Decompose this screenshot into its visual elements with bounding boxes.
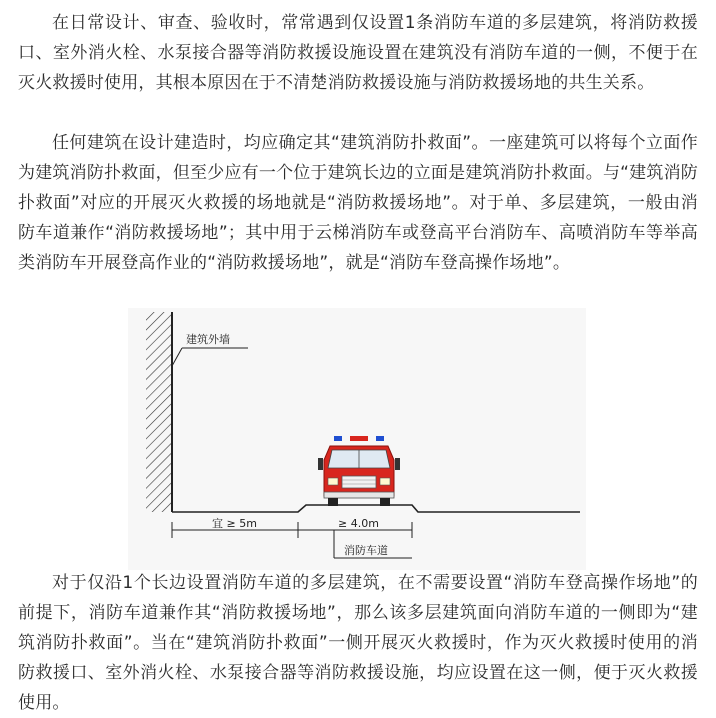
- paragraph-2: 任何建筑在设计建造时，均应确定其“建筑消防扑救面”。一座建筑可以将每个立面作为建筑消防扑救面，但至少应有一个位于建筑长边的立面是建筑消防扑救面。与“建筑消防扑救面”对应的开展灭火救援的场地就是“消防救援场地”。对于单、多层建筑，一般由消防车道兼作“消防救援场地”；其中用于云梯消防车或登高平台消防车、高喷消防车等举高类消防车开展登高作业的“消防救援场地”，就是“消防车登高操作场地”。: [18, 133, 698, 273]
- distance-label: 宜 ≥ 5m: [212, 517, 257, 530]
- fire-truck-icon: [318, 436, 400, 506]
- road-label: 消防车道: [344, 544, 388, 557]
- ground-line: [172, 505, 580, 512]
- paragraph-3: 对于仅沿1个长边设置消防车道的多层建筑，在不需要设置“消防车登高操作场地”的前提下，消防车道兼作其“消防救援场地”，那么该多层建筑面向消防车道的一侧即为“建筑消防扑救面”。当在“建筑消防扑救面”一侧开展灭火救援时，作为灭火救援时使用的消防救援口、室外消火栓、水泵接合器等消防救援设施，均应设置在这一侧，便于灭火救援使用。: [18, 573, 698, 713]
- paragraph-1: 在日常设计、审查、验收时，常常遇到仅设置1条消防车道的多层建筑，将消防救援口、室外消火栓、水泵接合器等消防救援设施设置在建筑没有消防车道的一侧，不便于在灭火救援时使用，其根本原因在于不清楚消防救援设施与消防救援场地的共生关系。: [18, 13, 698, 93]
- wall-label-leader: [172, 348, 248, 366]
- building-wall: [146, 312, 172, 512]
- fire-lane-diagram: [128, 308, 586, 570]
- wall-label: 建筑外墙: [186, 333, 230, 346]
- road-width-label: ≥ 4.0m: [338, 517, 379, 530]
